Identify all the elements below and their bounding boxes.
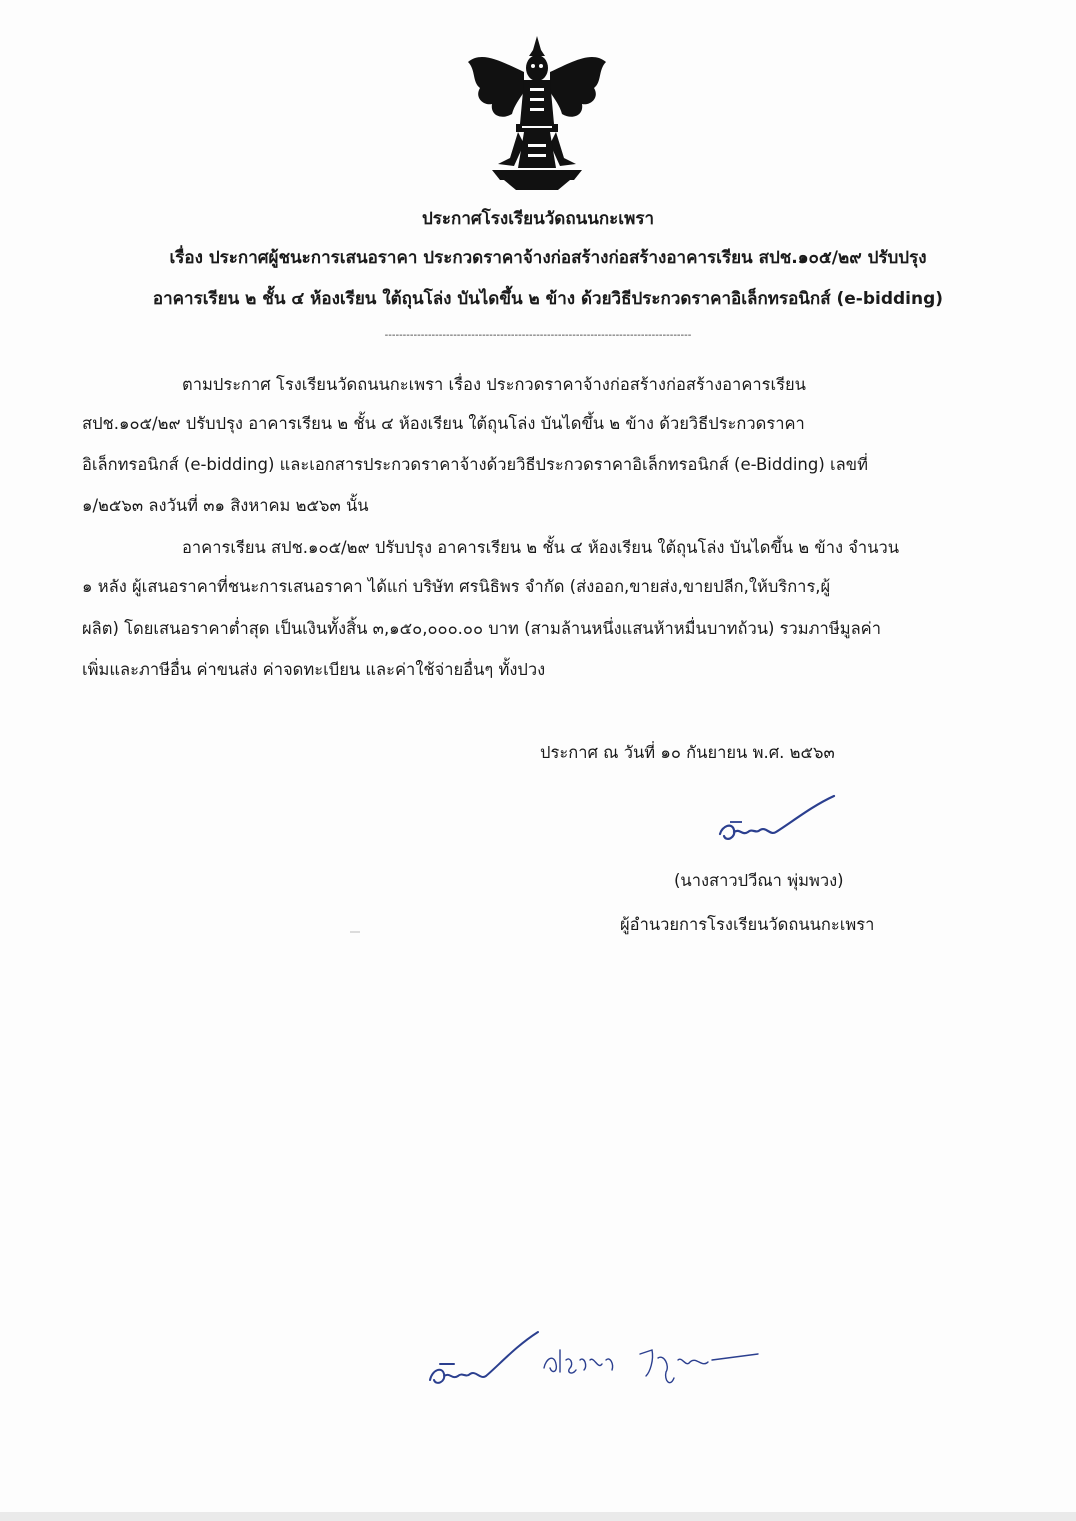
director-signature: [712, 792, 842, 852]
garuda-emblem-icon: [462, 32, 612, 192]
subject-line-1: เรื่อง ประกาศผู้ชนะการเสนอราคา ประกวดราคาจ้างก่อสร้างก่อสร้างอาคารเรียน สปช.๑๐๕/๒๙ ปรับปรุง: [169, 248, 927, 268]
paragraph-2-line-4: เพิ่มและภาษีอื่น ค่าขนส่ง ค่าจดทะเบียน และค่าใช้จ่ายอื่นๆ ทั้งปวง: [82, 660, 546, 679]
signer-name: (นางสาวปวีณา พุ่มพวง): [674, 871, 844, 890]
paragraph-1-line-3: อิเล็กทรอนิกส์ (e-bidding) และเอกสารประกวดราคาจ้างด้วยวิธีประกวดราคาอิเล็กทรอนิกส์ (e-Bidding) เลขที่: [82, 455, 868, 474]
scan-bottom-edge: [0, 1512, 1076, 1521]
paragraph-1-line-4: ๑/๒๕๖๓ ลงวันที่ ๓๑ สิงหาคม ๒๕๖๓ นั้น: [82, 496, 369, 515]
scan-speck: [350, 930, 360, 934]
subject-line-2: อาคารเรียน ๒ ชั้น ๔ ห้องเรียน ใต้ถุนโล่ง บันไดขึ้น ๒ ข้าง ด้วยวิธีประกวดราคาอิเล็กทรอนิกส์ (e-bidding): [152, 289, 944, 309]
announcement-date: ประกาศ ณ วันที่ ๑๐ กันยายน พ.ศ. ๒๕๖๓: [540, 743, 835, 762]
divider-line: -------------------------------------------------------------------------------------: [384, 330, 692, 341]
paragraph-2-line-3: ผลิต) โดยเสนอราคาต่ำสุด เป็นเงินทั้งสิ้น ๓,๑๕๐,๐๐๐.๐๐ บาท (สามล้านหนึ่งแสนห้าหมื่นบาทถ้วน) รวมภาษีมูลค่า: [82, 619, 881, 638]
paragraph-2-line-2: ๑ หลัง ผู้เสนอราคาที่ชนะการเสนอราคา ได้แก่ บริษัท ศรนิธิพร จำกัด (ส่งออก,ขายส่ง,ขายปลีก,ให้บริการ,ผู้: [82, 577, 831, 596]
signer-title: ผู้อำนวยการโรงเรียนวัดถนนกะเพรา: [620, 915, 875, 934]
paragraph-2-line-1: อาคารเรียน สปช.๑๐๕/๒๙ ปรับปรุง อาคารเรียน ๒ ชั้น ๔ ห้องเรียน ใต้ถุนโล่ง บันไดขึ้น ๒ ข้าง จำนวน: [182, 538, 900, 557]
committee-initials-signatures: [420, 1320, 780, 1400]
page-title: ประกาศโรงเรียนวัดถนนกะเพรา: [421, 209, 654, 229]
paragraph-1-line-2: สปช.๑๐๕/๒๙ ปรับปรุง อาคารเรียน ๒ ชั้น ๔ ห้องเรียน ใต้ถุนโล่ง บันไดขึ้น ๒ ข้าง ด้วยวิธีประกวดราคา: [82, 414, 805, 433]
paragraph-1-line-1: ตามประกาศ โรงเรียนวัดถนนกะเพรา เรื่อง ประกวดราคาจ้างก่อสร้างก่อสร้างอาคารเรียน: [182, 375, 806, 394]
